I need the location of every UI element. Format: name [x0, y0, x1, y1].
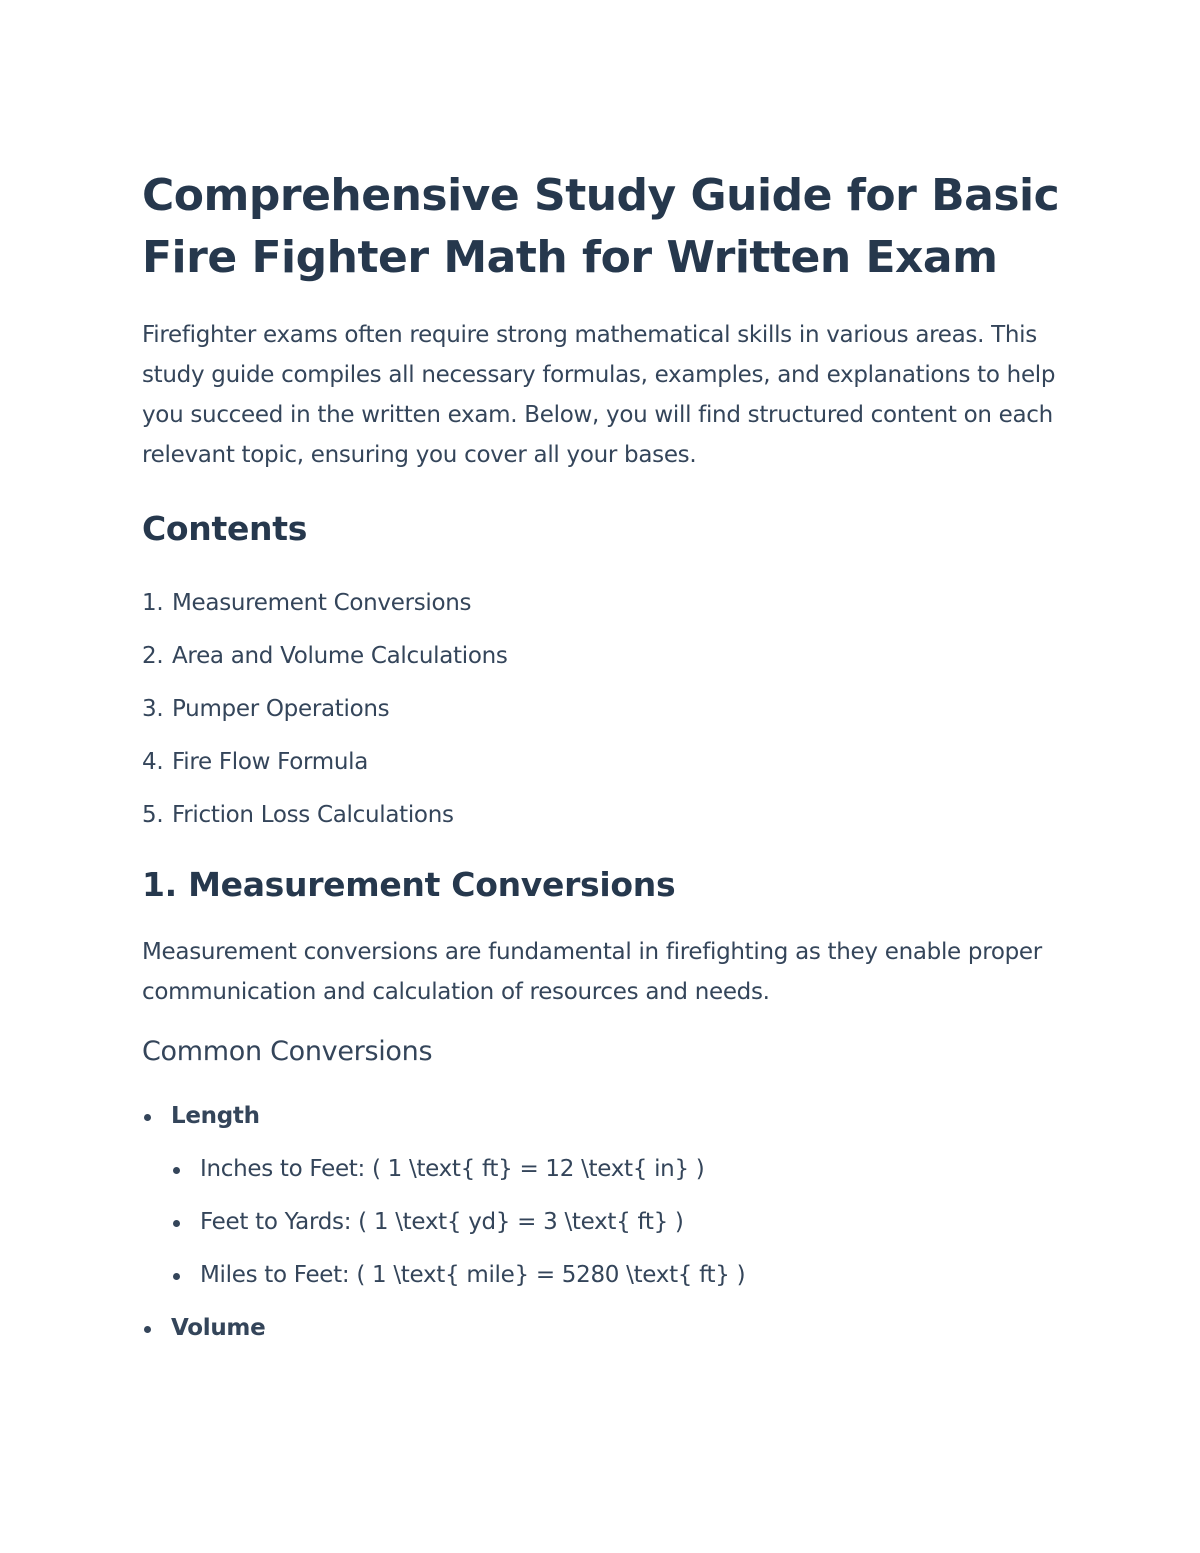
conversion-text: Feet to Yards: ( 1 \text{ yd} = 3 \text{ ft} ) [200, 1209, 684, 1235]
toc-number: 5. [142, 802, 164, 828]
toc-label: Fire Flow Formula [172, 749, 369, 775]
toc-label: Pumper Operations [172, 696, 390, 722]
intro-paragraph: Firefighter exams often require strong mathematical skills in various areas. This study guide compiles all necessary formulas, examples, and explanations to help you succeed in the written exam. Below, you will find structured content on each relevant topic, ensuring you cover all your bases. [142, 322, 1056, 468]
document-title: Comprehensive Study Guide for Basic Fire Fighter Math for Written Exam [142, 170, 1060, 283]
table-of-contents [142, 577, 1062, 842]
subsection-heading: Common Conversions [142, 1036, 433, 1067]
conversion-text: Miles to Feet: ( 1 \text{ mile} = 5280 \text{ ft} ) [200, 1262, 746, 1288]
section-heading: 1. Measurement Conversions [142, 865, 676, 904]
bullet-icon [173, 1273, 180, 1280]
toc-item [142, 683, 1062, 736]
toc-number: 3. [142, 696, 164, 722]
sub-list [171, 1143, 1062, 1302]
toc-label: Area and Volume Calculations [172, 643, 508, 669]
toc-item [142, 577, 1062, 630]
list-item [171, 1143, 1062, 1196]
toc-label: Measurement Conversions [172, 590, 472, 616]
list-item [171, 1196, 1062, 1249]
section-intro: Measurement conversions are fundamental in firefighting as they enable proper communication and calculation of resources and needs. [142, 939, 1042, 1005]
toc-number: 1. [142, 590, 164, 616]
bullet-icon [144, 1326, 151, 1333]
list-item [142, 1090, 1062, 1302]
conversions-list [142, 1090, 1062, 1355]
bullet-icon [144, 1114, 151, 1121]
toc-number: 4. [142, 749, 164, 775]
toc-item [142, 789, 1062, 842]
toc-item [142, 736, 1062, 789]
group-label: Length [171, 1103, 260, 1129]
toc-label: Friction Loss Calculations [172, 802, 454, 828]
conversion-text: Inches to Feet: ( 1 \text{ ft} = 12 \text{ in} ) [200, 1156, 705, 1182]
group-label: Volume [171, 1315, 266, 1341]
bullet-icon [173, 1167, 180, 1174]
bullet-icon [173, 1220, 180, 1227]
list-item [171, 1249, 1062, 1302]
document-page [142, 165, 1062, 1355]
toc-number: 2. [142, 643, 164, 669]
toc-item [142, 630, 1062, 683]
contents-heading: Contents [142, 509, 308, 548]
list-item [142, 1302, 1062, 1355]
